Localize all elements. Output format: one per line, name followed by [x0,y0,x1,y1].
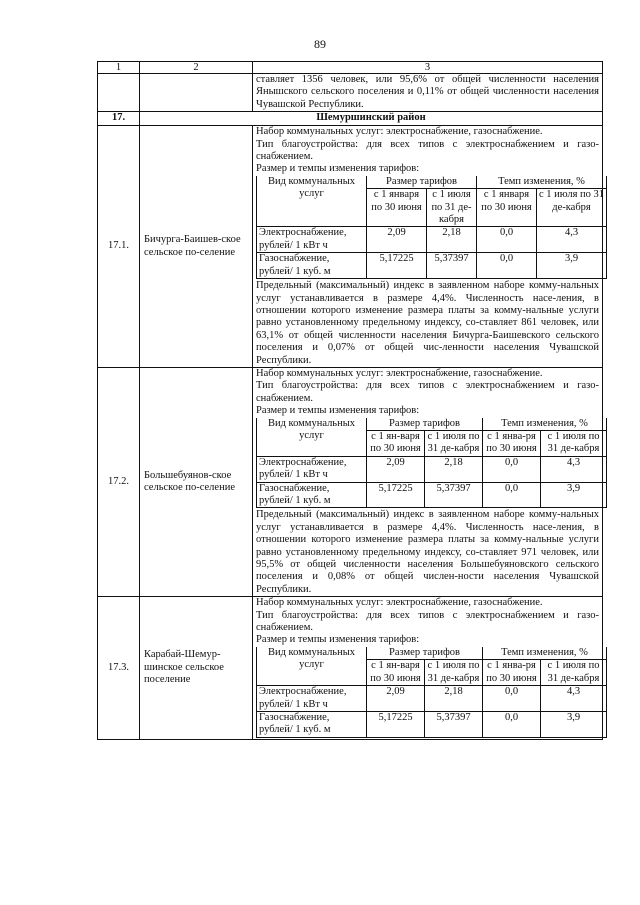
services-text: Набор коммунальных услуг: электроснабжение, газоснабжение. [256,126,543,138]
section-row [98,112,603,126]
th-period: с 1 июля по 31 де-кабря [537,189,607,227]
rate-value: 0,0 [483,711,541,737]
main-table [97,61,603,740]
th-service-type: Вид коммунальных услуг [257,647,367,686]
settlement-name: Бичурга-Баишев-ское сельское по-селение [140,126,253,368]
header-col-3: 3 [253,62,603,74]
tariff-caption: Размер и темпы изменения тарифов: [256,163,420,175]
service-name: Газоснабжение, рублей/ 1 куб. м [257,253,367,279]
rate-value: 3,9 [537,253,607,279]
tariff-value: 5,17225 [367,253,427,279]
tariff-value: 5,17225 [367,711,425,737]
th-period: с 1 января по 30 июня [477,189,537,227]
service-name: Газоснабжение, рублей/ 1 куб. м [257,711,367,737]
tariff-caption: Размер и темпы изменения тарифов: [256,405,420,417]
service-name: Газоснабжение, рублей/ 1 куб. м [257,482,367,508]
th-period: с 1 июля по 31 де-кабря [425,660,483,686]
tariff-row-electric [257,456,607,482]
column-number-header [98,62,603,74]
th-period: с 1 янва-ря по 30 июня [483,660,541,686]
tariff-value: 2,18 [427,227,477,253]
rate-value: 4,3 [537,227,607,253]
rate-value: 0,0 [483,686,541,712]
th-service-type: Вид коммунальных услуг [257,418,367,457]
th-period: с 1 июля по 31 де-кабря [427,189,477,227]
tariff-row-electric [257,686,607,712]
settlement-details [253,367,603,596]
tariff-row-gas [257,711,607,737]
settlement-details [253,126,603,368]
th-period: с 1 янва-ря по 30 июня [483,430,541,456]
th-change-rate: Темп изменения, % [483,418,607,431]
settlement-name: Карабай-Шемур-шинское сельское поселение [140,597,253,739]
continuation-text: ставляет 1356 человек, или 95,6% от общей численности населения Янышского сельского поселения и 0,11% от общей численности населения Чувашской Республики. [253,74,603,112]
rate-value: 0,0 [483,456,541,482]
rate-value: 3,9 [541,482,607,508]
th-change-rate: Темп изменения, % [483,647,607,660]
th-tariff-size: Размер тарифов [367,418,483,431]
settlement-row [98,597,603,739]
settlement-row [98,126,603,368]
rate-value: 4,3 [541,456,607,482]
rate-value: 0,0 [477,253,537,279]
page-number: 89 [314,37,326,51]
settlement-details [253,597,603,739]
tariff-value: 5,37397 [425,711,483,737]
section-title: Шемуршинский район [140,112,603,126]
improvement-text: Тип благоустройства: для всех типов с электроснабжением и газо-снабжением. [256,380,599,404]
tariff-value: 2,09 [367,227,427,253]
tariff-row-gas [257,482,607,508]
improvement-text: Тип благоустройства: для всех типов с электроснабжением и газо-снабжением. [256,609,599,634]
tariff-table [256,647,607,738]
service-name: Электроснабжение, рублей/ 1 кВт ч [257,227,367,253]
th-period: с 1 ян-варя по 30 июня [367,660,425,686]
th-service-type: Вид коммунальных услуг [257,176,367,227]
limit-index-text: Предельный (максимальный) индекс в заявленном наборе комму-нальных услуг устанавливается в размере 4,4%. Численность насе-ления, в отношении которого изменение размера платы за комму-нальные услуги равно установленному предельному индексу, со-ставляет 971 человек, или 95,5% от общей численности населения Большебуяновского сельского поселения и 0,08% от общей числен-ности населения Чувашской Республики. [256,509,599,595]
services-text: Набор коммунальных услуг: электроснабжение, газоснабжение. [256,367,543,379]
limit-index-text: Предельный (максимальный) индекс в заявленном наборе комму-нальных услуг устанавливается в размере 4,4%. Численность насе-ления, в отношении которого изменение размера платы за комму-нальные услуги равно установленному предельному индексу, со-ставляет 861 человек, или 63,1% от общей численности населения Бичурга-Баишевского сельского поселения и 0,07% от общей чис-ленности населения Чувашской Республики. [256,280,599,366]
th-period: с 1 января по 30 июня [367,189,427,227]
services-text: Набор коммунальных услуг: электроснабжение, газоснабжение. [256,597,543,609]
tariff-value: 2,18 [425,686,483,712]
rate-value: 0,0 [483,482,541,508]
service-name: Электроснабжение, рублей/ 1 кВт ч [257,456,367,482]
tariff-value: 5,37397 [427,253,477,279]
tariff-caption: Размер и темпы изменения тарифов: [256,634,420,646]
settlement-row [98,367,603,596]
tariff-table [256,418,607,509]
header-col-1: 1 [98,62,140,74]
tariff-row-electric [257,227,607,253]
settlement-number: 17.3. [98,597,140,739]
tariff-value: 2,18 [425,456,483,482]
tariff-value: 5,17225 [367,482,425,508]
th-change-rate: Темп изменения, % [477,176,607,189]
settlement-name: Большебуянов-ское сельское по-селение [140,367,253,596]
th-tariff-size: Размер тарифов [367,176,477,189]
rate-value: 3,9 [541,711,607,737]
header-col-2: 2 [140,62,253,74]
improvement-text: Тип благоустройства: для всех типов с электроснабжением и газо-снабжением. [256,138,599,163]
tariff-table [256,176,607,279]
rate-value: 0,0 [477,227,537,253]
th-tariff-size: Размер тарифов [367,647,483,660]
settlement-number: 17.2. [98,367,140,596]
tariff-value: 5,37397 [425,482,483,508]
th-period: с 1 июля по 31 де-кабря [425,430,483,456]
rate-value: 4,3 [541,686,607,712]
tariff-value: 2,09 [367,456,425,482]
th-period: с 1 ян-варя по 30 июня [367,430,425,456]
th-period: с 1 июля по 31 де-кабря [541,660,607,686]
tariff-row-gas [257,253,607,279]
settlement-number: 17.1. [98,126,140,368]
continuation-row [98,74,603,112]
tariff-value: 2,09 [367,686,425,712]
section-number: 17. [98,112,140,126]
th-period: с 1 июля по 31 де-кабря [541,430,607,456]
service-name: Электроснабжение, рублей/ 1 кВт ч [257,686,367,712]
